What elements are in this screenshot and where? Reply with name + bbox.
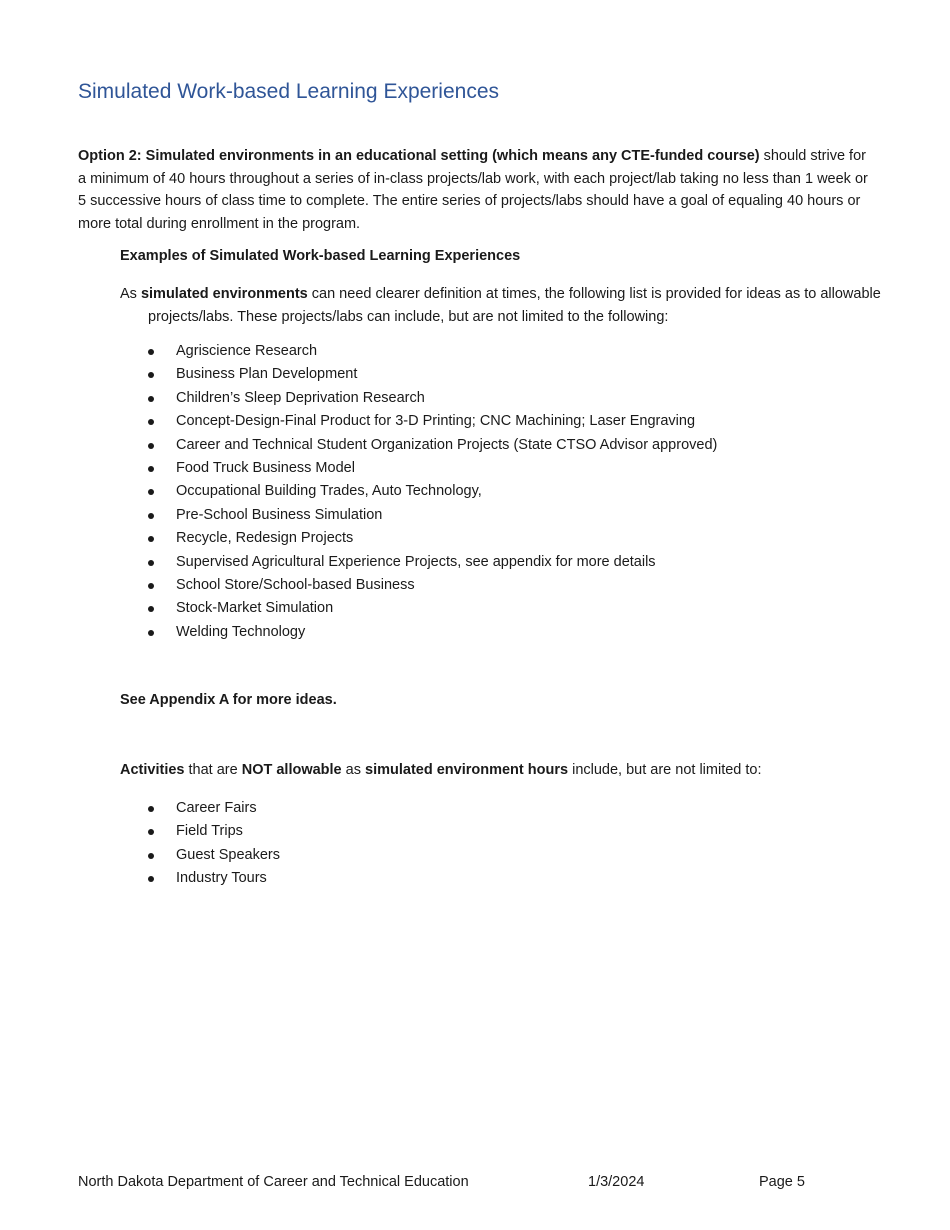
examples-list [148,340,717,644]
list-item [148,480,717,503]
bullet-icon [148,853,154,859]
list-item [148,597,717,620]
intro-post: can need clearer definition at times, the following list is provided for ideas as to allowable projects/labs. These projects/labs can include, but are not limited to the following: [148,286,881,325]
list-item-text: Field Trips [176,823,243,840]
bullet-icon [148,560,154,566]
list-item-text: Pre-School Business Simulation [176,506,383,523]
list-item-text: Career Fairs [176,800,257,816]
footer-date: 1/3/2024 [588,1174,645,1190]
bullet-icon [148,349,154,355]
list-item-text: Business Plan Development [176,366,358,383]
list-item-text: Concept-Design-Final Product for 3-D Printing; CNC Machining; Laser Engraving [176,413,696,430]
examples-intro [120,283,908,328]
list-item [148,434,717,457]
list-item [148,527,717,550]
list-item-text: Recycle, Redesign Projects [176,530,354,547]
list-item-text: Agriscience Research [176,343,318,359]
intro-bold: simulated environments [140,286,308,302]
list-item [148,410,717,433]
option-2-text: should strive for a minimum of 40 hours throughout a series of in-class projects/lab work, with each project/lab taking no less than 1 week or 5 successive hours of class time to complete. The entire series of projects/labs should have a goal of equaling 40 hours or more total during enrollment in the program. [78,148,868,232]
page-title: Simulated Work-based Learning Experiences [78,80,500,103]
not-allowable-list [148,797,280,891]
list-item-text: Occupational Building Trades, Auto Technology, [176,483,482,500]
option-2-paragraph [78,145,878,235]
bullet-icon [148,372,154,378]
list-item [148,844,280,867]
option-2-lead: Option 2: Simulated environments in an educational setting (which means any CTE-funded course) [78,148,760,164]
footer-organization: North Dakota Department of Career and Technical Education [78,1174,469,1190]
not-allowable-label: NOT allowable [241,762,342,778]
intro-pre: As [120,286,141,302]
list-item-text: Career and Technical Student Organization Projects (State CTSO Advisor approved) [176,436,718,453]
list-item [148,457,717,480]
bullet-icon [148,466,154,472]
list-item [148,867,280,890]
list-item [148,551,717,574]
list-item [148,797,280,820]
bullet-icon [148,489,154,495]
list-item-text: Industry Tours [176,870,267,887]
list-item-text: Food Truck Business Model [176,459,355,476]
list-item-text: School Store/School-based Business [176,576,415,593]
examples-heading: Examples of Simulated Work-based Learning Experiences [120,248,521,264]
bullet-icon [148,630,154,636]
list-item [148,387,717,410]
bullet-icon [148,536,154,542]
list-item [148,504,717,527]
not-allowable-statement [120,762,762,778]
list-item-text: Stock-Market Simulation [176,600,334,617]
text-part: that are [184,762,242,778]
bullet-icon [148,396,154,402]
list-item-text: Welding Technology [176,623,306,640]
list-item [148,574,717,597]
bullet-icon [148,443,154,449]
bullet-icon [148,606,154,612]
list-item [148,340,717,363]
bullet-icon [148,583,154,589]
bullet-icon [148,419,154,425]
bullet-icon [148,829,154,835]
list-item-text: Supervised Agricultural Experience Projects, see appendix for more details [176,553,656,570]
bullet-icon [148,876,154,882]
footer-page-number: Page 5 [759,1174,805,1190]
list-item [148,621,717,644]
see-appendix-note: See Appendix A for more ideas. [120,692,337,708]
bullet-icon [148,513,154,519]
text-part: include, but are not limited to: [568,762,762,778]
list-item-text: Guest Speakers [176,846,280,863]
list-item-text: Children’s Sleep Deprivation Research [176,389,425,406]
list-item [148,363,717,386]
list-item [148,820,280,843]
bullet-icon [148,806,154,812]
activities-label: Activities [120,762,185,778]
text-part: as [341,762,366,778]
simulated-hours-label: simulated environment hours [365,762,569,778]
